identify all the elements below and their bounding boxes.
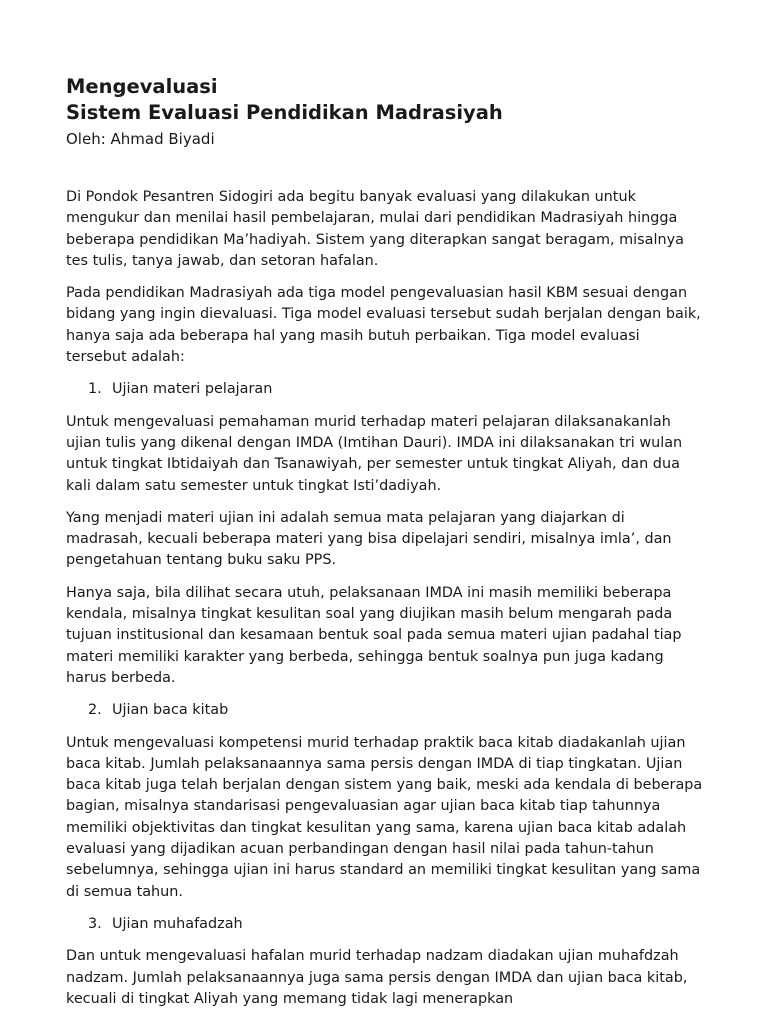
paragraph-muhafadzah: Dan untuk mengevaluasi hafalan murid terhadap nadzam diadakan ujian muhafdzah nadzam. Jumlah pelaksanaannya juga sama persis dengan IMDA dan ujian baca kitab, kecuali di tingkat Aliyah yang memang tidak lagi menerapkan [66,948,688,1007]
list-item-3 [66,914,704,935]
list-number: 1. [88,381,102,398]
paragraph-imda-3: Hanya saja, bila dilihat secara utuh, pelaksanaan IMDA ini masih memiliki beberapa kendala, misalnya tingkat kesulitan soal yang diujikan masih belum mengarah pada tujuan institusional dan kesamaan bentuk soal pada semua materi ujian padahal tiap materi memiliki karakter yang berbeda, sehingga bentuk soalnya pun juga kadang harus berbeda. [66,584,682,686]
paragraph-models: Pada pendidikan Madrasiyah ada tiga model pengevaluasian hasil KBM sesuai dengan bidang yang ingin dievaluasi. Tiga model evaluasi tersebut sudah berjalan dengan baik, hanya saja ada beberapa hal yang masih butuh perbaikan. Tiga model evaluasi tersebut adalah: [66,285,701,366]
paragraph-intro: Di Pondok Pesantren Sidogiri ada begitu banyak evaluasi yang dilakukan untuk mengukur dan menilai hasil pembelajaran, mulai dari pendidikan Madrasiyah hingga beberapa pendidikan Ma’hadiyah. Sistem yang diterapkan sangat beragam, misalnya tes tulis, tanya jawab, dan setoran hafalan. [66,189,684,269]
document-author: Oleh: Ahmad Biyadi [66,130,215,148]
document-title [66,74,704,126]
list-number: 2. [88,702,102,719]
list-item-2 [66,700,704,721]
paragraph-baca-kitab: Untuk mengevaluasi kompetensi murid terhadap praktik baca kitab diadakanlah ujian baca kitab. Jumlah pelaksanaannya sama persis dengan IMDA di tiap tingkatan. Ujian baca kitab juga telah berjalan dengan sistem yang baik, meski ada kendala di beberapa bagian, misalnya standarisasi pengevaluasian agar ujian baca kitab tiap tahunnya memiliki objektivitas dan tingkat kesulitan yang sama, karena ujian baca kitab adalah evaluasi yang dijadikan acuan perbandingan dengan hasil nilai pada tahun-tahun sebelumnya, sehingga ujian ini harus standard an memiliki tingkat kesulitan yang sama di semua tahun. [66,734,703,900]
list-label: Ujian baca kitab [112,702,229,719]
title-line-1: Mengevaluasi [66,75,218,98]
list-item-1 [66,379,704,400]
list-number: 3. [88,915,102,932]
list-label: Ujian muhafadzah [112,915,243,932]
list-label: Ujian materi pelajaran [112,381,273,398]
paragraph-imda-2: Yang menjadi materi ujian ini adalah semua mata pelajaran yang diajarkan di madrasah, kecuali beberapa materi yang bisa dipelajari sendiri, misalnya imla’, dan pengetahuan tentang buku saku PPS. [66,509,672,569]
paragraph-imda-1: Untuk mengevaluasi pemahaman murid terhadap materi pelajaran dilaksanakanlah ujian tulis yang dikenal dengan IMDA (Imtihan Dauri). IMDA ini dilaksanakan tri wulan untuk tingkat Ibtidaiyah dan Tsanawiyah, per semester untuk tingkat Aliyah, dan dua kali dalam satu semester untuk tingkat Isti’dadiyah. [66,413,683,494]
title-line-2: Sistem Evaluasi Pendidikan Madrasiyah [66,101,503,124]
